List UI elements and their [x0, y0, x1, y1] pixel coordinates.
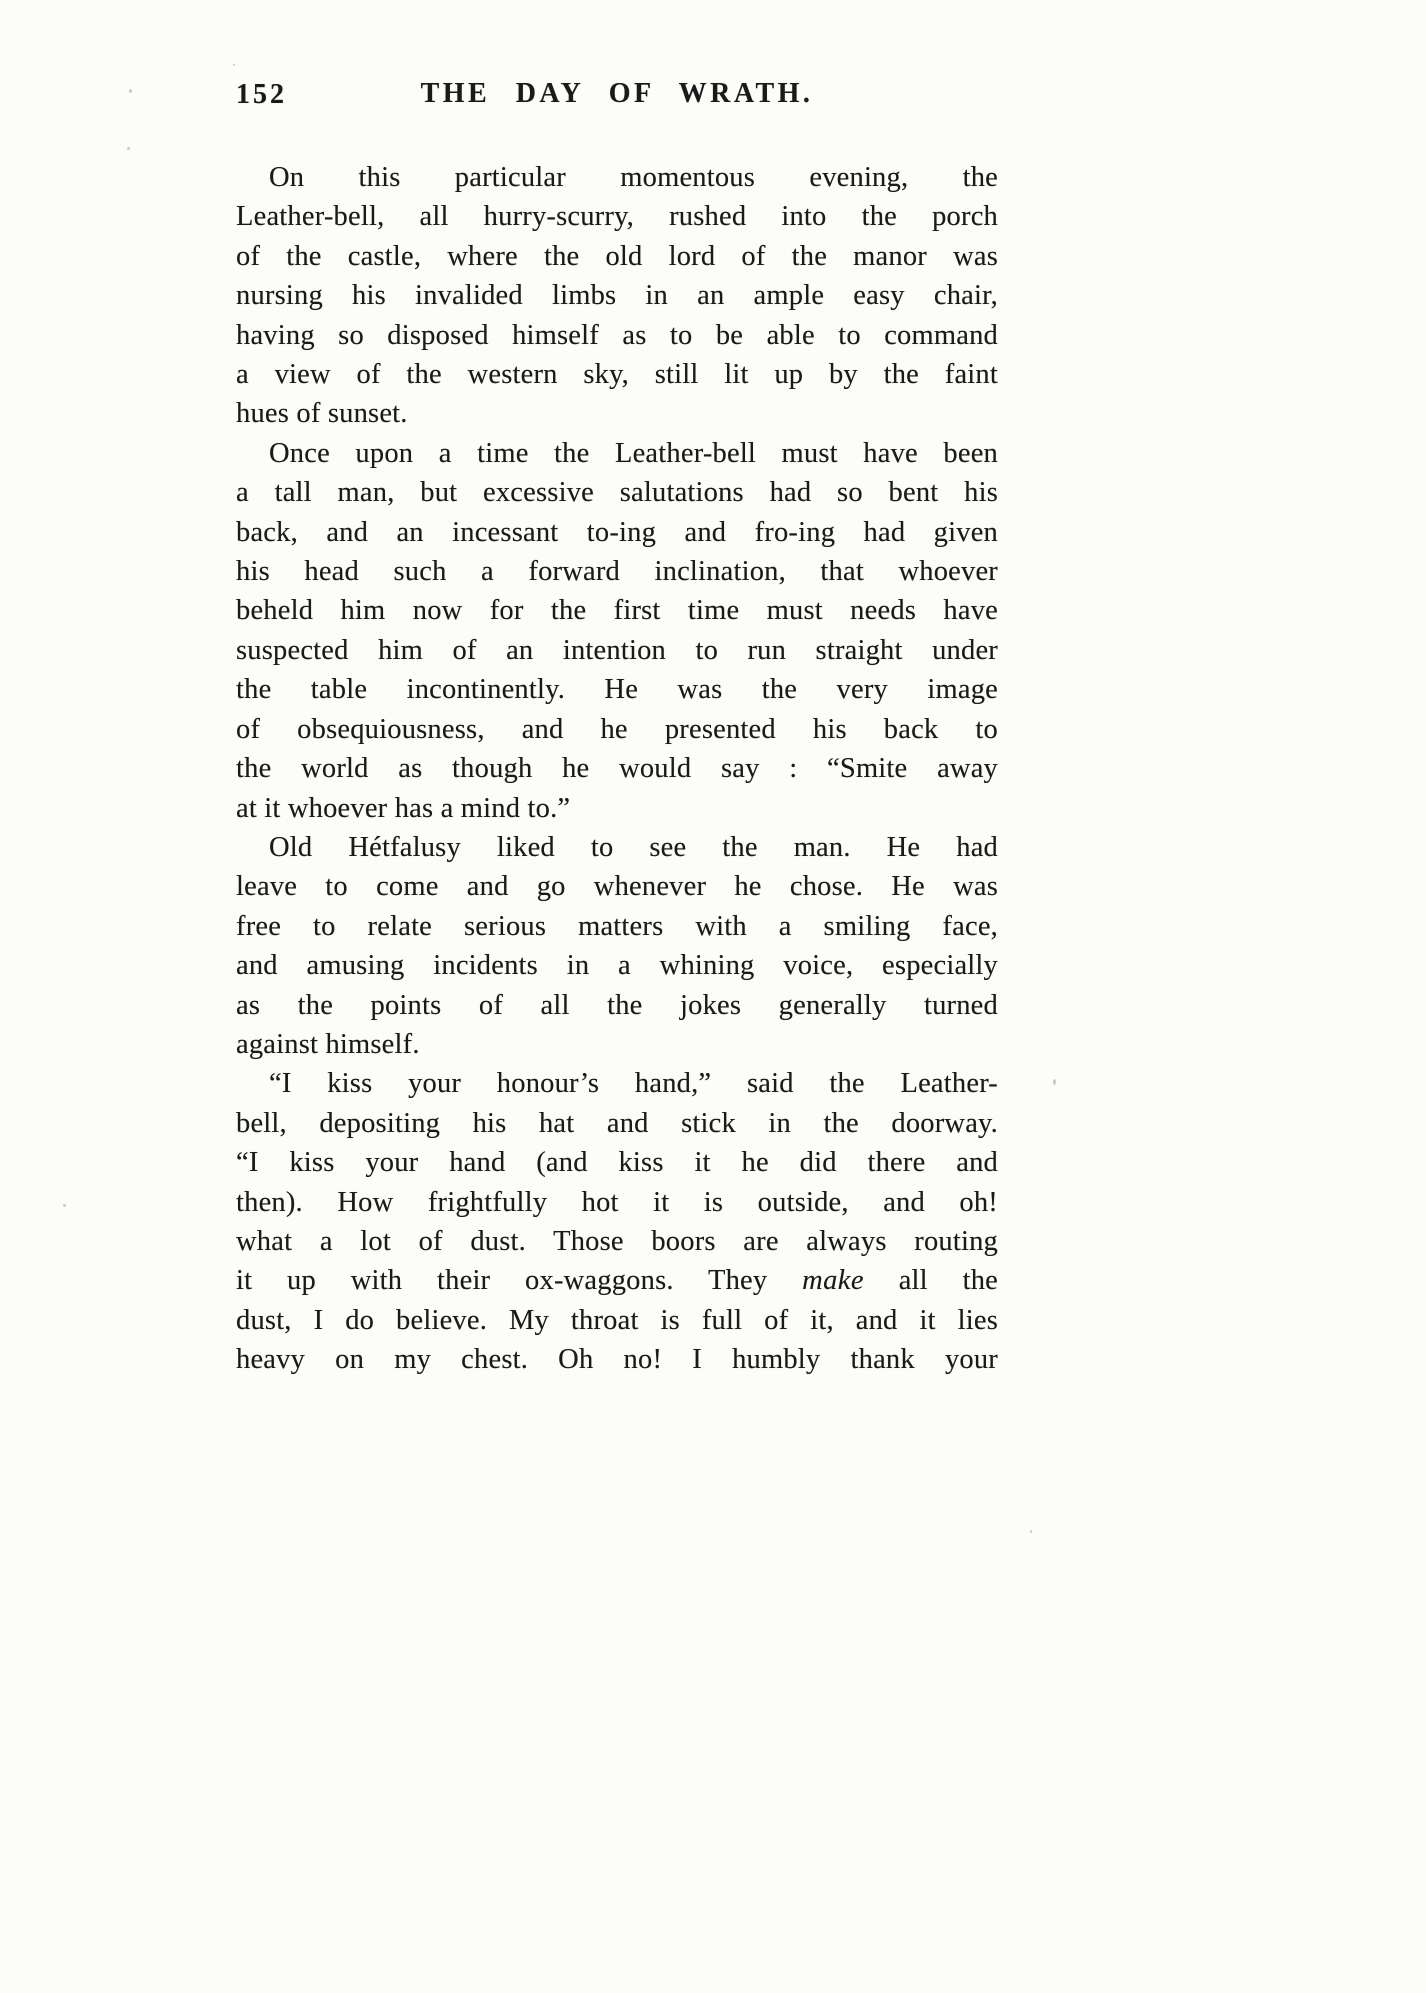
- paragraph: [236, 1064, 998, 1379]
- text-line: hues of sunset.: [236, 398, 408, 430]
- text-line: [236, 1261, 998, 1300]
- text-segment: all the: [863, 1265, 999, 1297]
- text-line: On this particular momentous evening, the: [269, 162, 998, 193]
- scan-speck: [129, 89, 132, 93]
- text-line: against himself.: [236, 1028, 420, 1060]
- scan-speck: [1053, 1079, 1056, 1085]
- text-line: leave to come and go whenever he chose. He was: [236, 871, 998, 903]
- text-segment: it up with their ox-waggons. They: [236, 1265, 803, 1297]
- scan-speck: [63, 1204, 66, 1207]
- text-line: “I kiss your honour’s hand,” said the Leather-: [269, 1068, 998, 1100]
- text-line: nursing his invalided limbs in an ample easy chair,: [236, 280, 998, 312]
- paragraph: [236, 158, 998, 434]
- running-head: [236, 78, 998, 120]
- text-line: suspected him of an intention to run straight under: [236, 634, 998, 666]
- text-line: his head such a forward inclination, that whoever: [236, 556, 998, 588]
- text-line: a tall man, but excessive salutations had so bent his: [236, 477, 998, 509]
- text-line: beheld him now for the first time must needs have: [236, 595, 998, 627]
- text-line: “I kiss your hand (and kiss it he did there and: [236, 1147, 998, 1179]
- page-number: 152: [236, 79, 287, 110]
- text-line: of obsequiousness, and he presented his back to: [236, 713, 998, 745]
- paragraph: [236, 434, 998, 828]
- text-line: of the castle, where the old lord of the manor was: [236, 240, 998, 272]
- text-line: as the points of all the jokes generally turned: [236, 989, 998, 1021]
- text-line: Old Hétfalusy liked to see the man. He had: [269, 831, 998, 863]
- text-line: Once upon a time the Leather-bell must have been: [269, 437, 998, 469]
- text-line: the world as though he would say : “Smite away: [236, 753, 998, 785]
- text-line: free to relate serious matters with a smiling face,: [236, 910, 998, 942]
- text-line: then). How frightfully hot it is outside, and oh!: [236, 1186, 998, 1218]
- scan-speck: [127, 147, 130, 150]
- text-line: at it whoever has a mind to.”: [236, 792, 571, 824]
- text-block: [236, 158, 998, 1380]
- italic-word: make: [802, 1265, 864, 1297]
- text-line: a view of the western sky, still lit up by the faint: [236, 359, 998, 391]
- text-line: having so disposed himself as to be able to command: [236, 319, 998, 351]
- text-line: Leather-bell, all hurry-scurry, rushed into the porch: [236, 201, 998, 233]
- text-line: the table incontinently. He was the very image: [236, 674, 998, 706]
- text-line: what a lot of dust. Those boors are always routing: [236, 1225, 998, 1257]
- text-line: and amusing incidents in a whining voice, especially: [236, 950, 998, 982]
- text-line: back, and an incessant to-ing and fro-ing had given: [236, 516, 998, 548]
- scan-speck: [233, 64, 235, 66]
- paragraph: [236, 828, 998, 1064]
- running-title: THE DAY OF WRATH.: [420, 78, 814, 109]
- text-line: dust, I do believe. My throat is full of it, and it lies: [236, 1304, 998, 1336]
- text-line: heavy on my chest. Oh no! I humbly thank your: [236, 1344, 998, 1376]
- text-line: bell, depositing his hat and stick in the doorway.: [236, 1107, 998, 1139]
- scan-speck: [1030, 1530, 1032, 1533]
